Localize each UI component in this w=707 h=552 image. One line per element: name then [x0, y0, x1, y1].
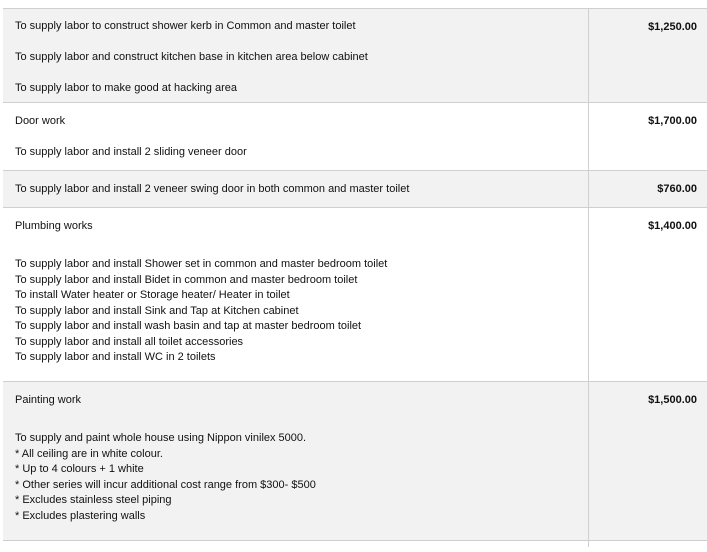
table-row: [3, 208, 707, 382]
price-value: $1,400.00: [648, 220, 697, 232]
list-item: * Up to 4 colours + 1 white: [15, 463, 144, 475]
price-cell: [589, 103, 707, 171]
description-cell: [3, 382, 589, 541]
list-item: * All ceiling are in white colour.: [15, 447, 163, 460]
description-cell: [3, 9, 589, 103]
description-cell: [3, 171, 589, 208]
list-item: To supply labor and install WC in 2 toilets: [15, 351, 216, 363]
list-item: To supply labor to make good at hacking area: [15, 82, 237, 94]
list-item: To supply labor and install Sink and Tap at Kitchen cabinet: [15, 304, 299, 317]
list-item: To supply and paint whole house using Nippon vinilex 5000.: [15, 432, 307, 444]
quotation-table: [3, 8, 707, 547]
price-cell: [589, 171, 707, 208]
price-value: $1,250.00: [648, 21, 697, 33]
list-item: To supply labor and install 2 veneer swing door in both common and master toilet: [15, 183, 410, 195]
section-title: Plumbing works: [15, 220, 93, 232]
price-value: $1,700.00: [648, 115, 697, 127]
list-item: To supply labor to construct shower kerb in Common and master toilet: [15, 20, 356, 32]
list-item: * Excludes plastering walls: [15, 509, 146, 522]
list-item: To supply labor and construct kitchen base in kitchen area below cabinet: [15, 51, 368, 63]
list-item: * Excludes stainless steel piping: [15, 494, 172, 506]
list-item: To supply labor and install all toilet accessories: [15, 335, 244, 348]
price-value: $760.00: [657, 183, 697, 195]
table-row: [3, 103, 707, 171]
description-cell: [3, 208, 589, 382]
table-row: [3, 382, 707, 541]
list-item: To supply labor and install Shower set in common and master bedroom toilet: [15, 258, 388, 270]
list-item: To supply labor and install 2 sliding veneer door: [15, 146, 247, 158]
table-row: [3, 541, 707, 548]
list-item: To supply labor and install wash basin and tap at master bedroom toilet: [15, 320, 362, 332]
section-title: Door work: [15, 115, 66, 127]
table-row: [3, 9, 707, 103]
table-row: [3, 171, 707, 208]
section-title: Painting work: [15, 394, 82, 406]
price-value: $1,500.00: [648, 394, 697, 406]
list-item: * Other series will incur additional cost range from $300- $500: [15, 478, 316, 491]
list-item: To supply labor and install Bidet in common and master bedroom toilet: [15, 273, 358, 286]
price-cell: [589, 9, 707, 103]
list-item: To install Water heater or Storage heater/ Heater in toilet: [15, 289, 290, 301]
description-cell: [3, 103, 589, 171]
description-cell: [3, 541, 589, 548]
price-cell: [589, 208, 707, 382]
price-cell: [589, 382, 707, 541]
price-cell: [589, 541, 707, 548]
